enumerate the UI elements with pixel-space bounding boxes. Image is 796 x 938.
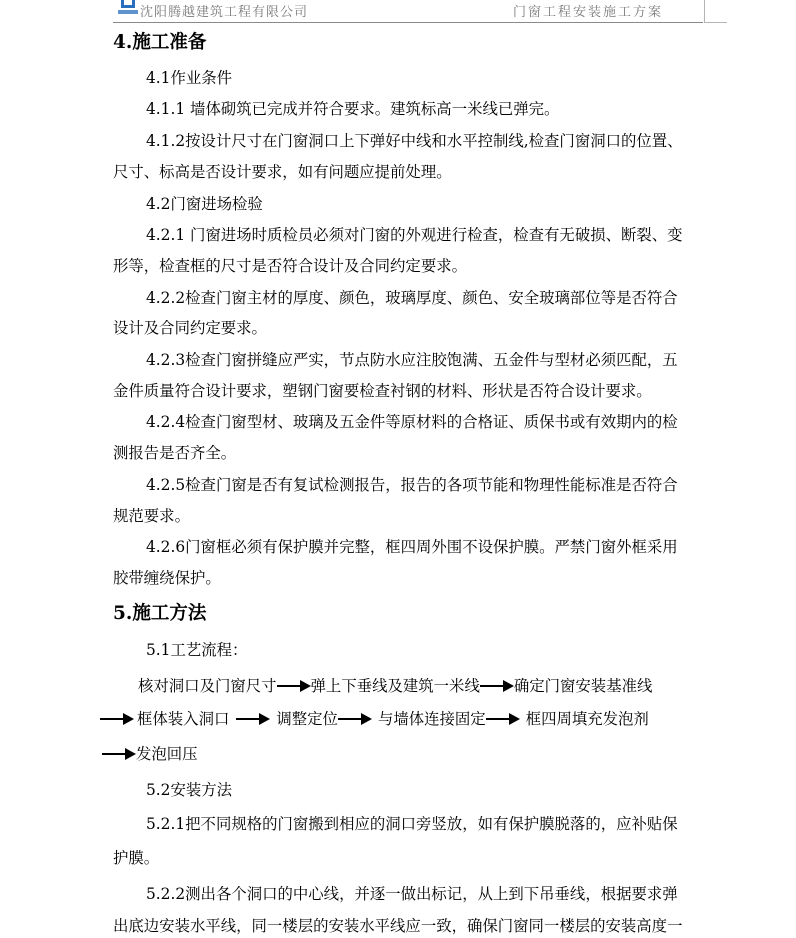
flow-step-3: 确定门窗安装基准线 <box>513 677 653 695</box>
paragraph-4-1-1: 4.1.1 墙体砌筑已完成并符合要求。建筑标高一米线已弹完。 <box>146 100 560 118</box>
paragraph-4-1-2-line1: 4.1.2按设计尺寸在门窗洞口上下弹好中线和水平控制线,检查门窗洞口的位置、 <box>146 132 683 150</box>
page-corner-mark <box>704 0 727 23</box>
flow-step-5: 调整定位 <box>276 710 338 728</box>
process-flow-row-3 <box>102 744 198 764</box>
paragraph-4-2-6-line2: 胶带缠绕保护。 <box>113 569 221 587</box>
flow-step-1: 核对洞口及门窗尺寸 <box>138 677 277 695</box>
process-flow-row-1 <box>138 676 652 696</box>
paragraph-5-2-1-line1: 5.2.1把不同规格的门窗搬到相应的洞口旁竖放，如有保护膜脱落的，应补贴保 <box>146 815 678 833</box>
paragraph-4-2-5-line2: 规范要求。 <box>113 507 190 525</box>
paragraph-5-2-1-line2: 护膜。 <box>113 849 160 867</box>
section-4-heading: 4.施工准备 <box>113 32 207 53</box>
header-document-title: 门窗工程安装施工方案 <box>512 5 663 20</box>
flow-arrow-icon <box>100 713 134 725</box>
paragraph-4-2: 4.2门窗进场检验 <box>146 195 263 213</box>
paragraph-4-2-2-line1: 4.2.2检查门窗主材的厚度、颜色，玻璃厚度、颜色、安全玻璃部位等是否符合 <box>146 289 678 307</box>
header-company-name: 沈阳腾越建筑工程有限公司 <box>140 5 309 20</box>
paragraph-4-2-1-line1: 4.2.1 门窗进场时质检员必须对门窗的外观进行检查，检查有无破损、断裂、变 <box>146 226 683 244</box>
page-header <box>113 0 703 23</box>
flow-step-4: 框体装入洞口 <box>137 710 230 728</box>
flow-arrow-icon <box>277 680 311 692</box>
paragraph-5-1: 5.1工艺流程： <box>146 641 248 659</box>
flow-step-2: 弹上下垂线及建筑一米线 <box>310 677 480 695</box>
paragraph-5-2-2-line2: 出底边安装水平线，同一楼层的安装水平线应一致，确保门窗同一楼层的安装高度一 <box>113 917 683 935</box>
paragraph-5-2-2-line1: 5.2.2测出各个洞口的中心线，并逐一做出标记，从上到下吊垂线，根据要求弹 <box>146 885 678 903</box>
flow-arrow-icon <box>338 713 372 725</box>
paragraph-4-1: 4.1作业条件 <box>146 69 233 87</box>
flow-arrow-icon <box>236 713 270 725</box>
flow-arrow-icon <box>480 680 514 692</box>
flow-arrow-icon <box>486 713 520 725</box>
flow-step-6: 与墙体连接固定 <box>377 710 486 728</box>
paragraph-4-1-2-line2: 尺寸、标高是否设计要求，如有问题应提前处理。 <box>113 163 452 181</box>
company-logo <box>116 0 140 17</box>
paragraph-4-2-5-line1: 4.2.5检查门窗是否有复试检测报告，报告的各项节能和物理性能标准是否符合 <box>146 476 678 494</box>
process-flow-row-2 <box>100 709 649 729</box>
company-logo-icon <box>116 0 140 17</box>
paragraph-4-2-6-line1: 4.2.6门窗框必须有保护膜并完整，框四周外围不设保护膜。严禁门窗外框采用 <box>146 538 678 556</box>
paragraph-4-2-3-line1: 4.2.3检查门窗拼缝应严实，节点防水应注胶饱满、五金件与型材必须匹配，五 <box>146 351 678 369</box>
paragraph-4-2-1-line2: 形等，检查框的尺寸是否符合设计及合同约定要求。 <box>113 257 467 275</box>
paragraph-4-2-4-line2: 测报告是否齐全。 <box>113 444 237 462</box>
paragraph-5-2: 5.2安装方法 <box>146 781 233 799</box>
section-5-heading: 5.施工方法 <box>113 603 207 624</box>
paragraph-4-2-4-line1: 4.2.4检查门窗型材、玻璃及五金件等原材料的合格证、质保书或有效期内的检 <box>146 413 678 431</box>
flow-step-8: 发泡回压 <box>136 745 198 763</box>
flow-arrow-icon <box>102 748 136 760</box>
flow-step-7: 框四周填充发泡剂 <box>525 710 649 728</box>
paragraph-4-2-3-line2: 金件质量符合设计要求，塑钢门窗要检查衬钢的材料、形状是否符合设计要求。 <box>113 382 652 400</box>
paragraph-4-2-2-line2: 设计及合同约定要求。 <box>113 319 267 337</box>
